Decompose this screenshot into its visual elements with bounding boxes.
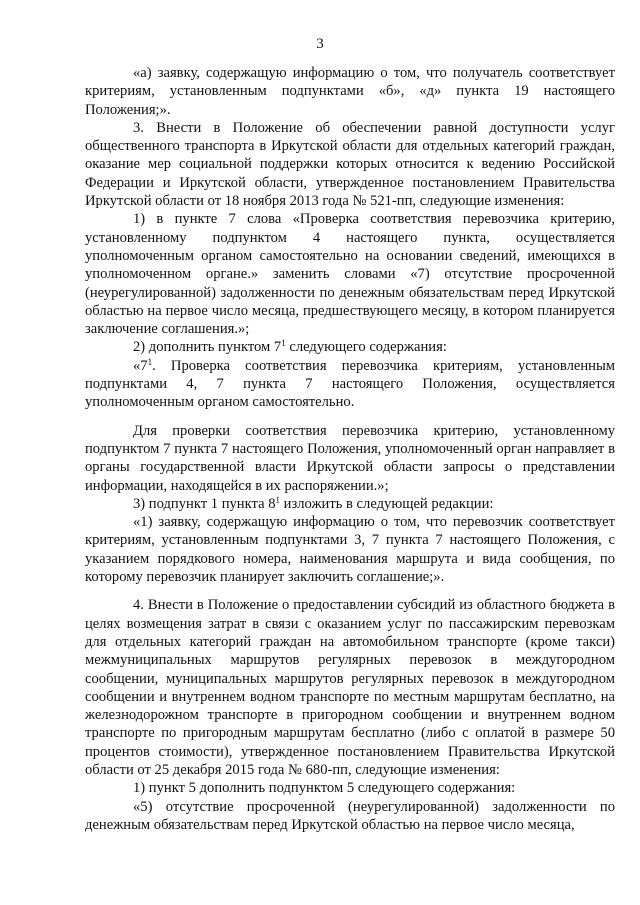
document-body [85, 64, 615, 834]
paragraph-verification: Для проверки соответствия перевозчика критерию, установленному подпунктом 7 пункта 7 настоящего Положения, уполномоченный орган направляет в органы государственной власти Иркутской области запросы о представлении информации, находящейся в их распоряжении.»; [85, 422, 615, 494]
paragraph-3-2 [85, 338, 615, 356]
paragraph-item-3: 3. Внести в Положение об обеспечении равной доступности услуг общественного транспорта в Иркутской области для отдельных категорий граждан, оказание мер социальной поддержки которых относится к ведению Российской Федерации и Иркутской области, утвержденное постановлением Правительства Иркутской области от 18 ноября 2013 года № 521-пп, следующие изменения: [85, 119, 615, 210]
paragraph-subitem-5: «5) отсутствие просроченной (неурегулированной) задолженности по денежным обязательствам перед Иркутской областью на первое число месяца, [85, 798, 615, 833]
paragraph-3-1: 1) в пункте 7 слова «Проверка соответствия перевозчика критерию, установленному подпунктом 4 настоящего пункта, осуществляется уполномоченным органом самостоятельно на основании сведений, имеющихся в уполномоченном органе.» заменить словами «7) отсутствие просроченной (неурегулированной) задолженности по денежным обязательствам перед Иркутской областью на первое число месяца, предшествующего месяцу, в котором планируется заключение соглашения.»; [85, 211, 615, 338]
paragraph-7-1 [85, 357, 615, 412]
paragraph-subitem-a: «а) заявку, содержащую информацию о том, что получатель соответствует критериям, установленным подпунктами «б», «д» пункта 19 настоящего Положения;». [85, 65, 615, 118]
paragraph-3-3-tail: изложить в следующей редакции: [280, 495, 494, 512]
page-number: 3 [316, 36, 324, 52]
paragraph-7-1-tail: . Проверка соответствия перевозчика критериям, установленным подпунктами 4, 7 пункта 7 настоящего Положения, осуществляется уполномоченным органом самостоятельно. [85, 357, 615, 411]
paragraph-3-2-text: 2) дополнить пунктом 7 [133, 339, 282, 356]
paragraph-3-3-text: 3) подпункт 1 пункта 8 [133, 495, 276, 512]
paragraph-3-3 [85, 495, 615, 513]
paragraph-3-2-tail: следующего содержания: [285, 339, 447, 356]
superscript: 1 [275, 494, 280, 505]
superscript: 1 [281, 338, 286, 349]
paragraph-4-1: 1) пункт 5 дополнить подпунктом 5 следующего содержания: [133, 780, 516, 797]
paragraph-item-4: 4. Внести в Положение о предоставлении субсидий из областного бюджета в целях возмещения затрат в связи с оказанием услуг по пассажирским перевозкам для отдельных категорий граждан на автомобильном транспорте (кроме такси) межмуниципальных маршрутов регулярных перевозок в междугородном сообщении, муниципальных маршрутов регулярных перевозок в междугородном сообщении и внутреннем водном транспорте по местным маршрутам бесплатно, на железнодорожном транспорте в пригородном сообщении и внутреннем водном транспорте по пригородным маршрутам бесплатно (либо с оплатой в размере 50 процентов стоимости), утвержденное постановлением Правительства Иркутской области от 25 декабря 2015 года № 680-пп, следующие изменения: [85, 597, 615, 778]
paragraph-7-1-start: «7 [133, 357, 148, 374]
superscript: 1 [147, 356, 153, 367]
paragraph-subitem-1: «1) заявку, содержащую информацию о том, что перевозчик соответствует критериям, установленным подпунктами 3, 7 пункта 7 настоящего Положения, с указанием порядкового номера, наименования маршрута и вида сообщения, по которому перевозчик планирует заключить соглашение;». [85, 514, 615, 586]
